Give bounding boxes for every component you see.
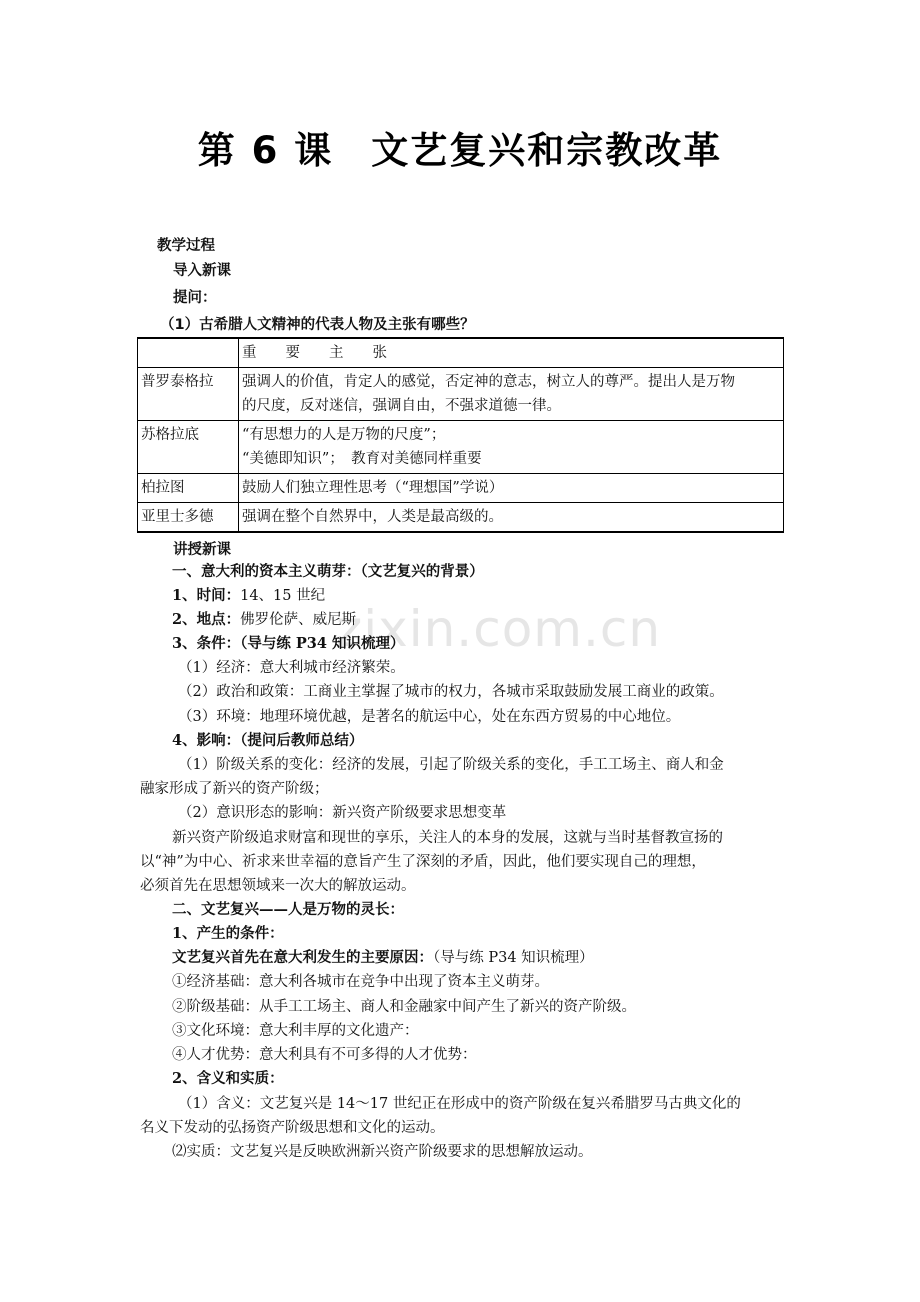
table-header-row	[138, 338, 784, 368]
philosopher-name: 普罗泰格拉	[138, 368, 239, 421]
place-value: 佛罗伦萨、威尼斯	[240, 612, 357, 628]
table-row	[138, 421, 784, 474]
philosopher-view	[239, 368, 784, 421]
time-label: 1、时间：	[172, 587, 241, 604]
reason-line	[172, 946, 594, 970]
section1-heading: 一、意大利的资本主义萌芽：（文艺复兴的背景）	[172, 563, 484, 580]
view-line: 强调人的价值，肯定人的感觉，否定神的意志，树立人的尊严。提出人是万物	[242, 374, 735, 390]
view-line: 强调在整个自然界中，人类是最高级的。	[242, 509, 503, 525]
impact-item-cont: 融家形成了新兴的资产阶级；	[140, 781, 329, 797]
page-title	[0, 120, 920, 174]
conditions-heading: 3、条件：（导与练 P34 知识梳理）	[172, 635, 405, 652]
reason-note: （导与练 P34 知识梳理）	[433, 950, 594, 966]
condition-item: （2）政治和政策：工商业主掌握了城市的权力，各城市采取鼓励发展工商业的政策。	[178, 684, 724, 700]
philosopher-name: 苏格拉底	[138, 421, 239, 474]
condition-item: （1）经济：意大利城市经济繁荣。	[178, 660, 405, 676]
table-row	[138, 368, 784, 421]
sub1-heading: 1、产生的条件：	[172, 925, 284, 942]
view-line: 的尺度，反对迷信，强调自由，不强求道德一律。	[242, 398, 561, 414]
paragraph-line: 新兴资产阶级追求财富和现世的享乐，关注人的本身的发展，这就与当时基督教宣扬的	[172, 830, 723, 846]
lesson-number: 第 6 课	[197, 129, 334, 172]
table-row	[138, 474, 784, 503]
meaning-line: （1）含义：文艺复兴是 14～17 世纪正在形成中的资产阶级在复兴希腊罗马古典文化的	[178, 1096, 741, 1112]
reason-item: ②阶级基础：从手工工场主、商人和金融家中间产生了新兴的资产阶级。	[172, 999, 636, 1015]
sub2-heading: 2、含义和实质：	[172, 1070, 284, 1087]
impact-item: （1）阶级关系的变化：经济的发展，引起了阶级关系的变化，手工工场主、商人和金	[178, 757, 724, 773]
essence-line: ⑵实质：文艺复兴是反映欧洲新兴资产阶级要求的思想解放运动。	[172, 1144, 593, 1160]
lesson-name: 文艺复兴和宗教改革	[371, 129, 723, 172]
paragraph-line: 以“神”为中心、祈求来世幸福的意旨产生了深刻的矛盾，因此，他们要实现自己的理想，	[140, 854, 706, 870]
time-value: 14、15 世纪	[240, 588, 326, 604]
philosopher-name: 柏拉图	[138, 474, 239, 503]
philosopher-name: 亚里士多德	[138, 503, 239, 533]
question-label: 提问：	[173, 290, 217, 306]
table-header-cell	[138, 338, 239, 368]
philosopher-view	[239, 474, 784, 503]
condition-item: （3）环境：地理环境优越，是著名的航运中心，处在东西方贸易的中心地位。	[178, 709, 681, 725]
intro-heading: 导入新课	[173, 263, 231, 279]
view-line: 鼓励人们独立理性思考（“理想国”学说）	[242, 480, 504, 496]
reason-item: ④人才优势：意大利具有不可多得的人才优势：	[172, 1047, 477, 1063]
process-heading: 教学过程	[157, 238, 215, 254]
reason-item: ③文化环境：意大利丰厚的文化遗产：	[172, 1023, 419, 1039]
view-line: “美德即知识”； 教育对美德同样重要	[242, 451, 482, 467]
table-row	[138, 503, 784, 533]
impact-item: （2）意识形态的影响：新兴资产阶级要求思想变革	[178, 805, 507, 821]
question-1: （1）古希腊人文精神的代表人物及主张有哪些？	[160, 317, 475, 333]
paragraph-line: 必须首先在思想领域来一次大的解放运动。	[140, 878, 416, 894]
meaning-line-cont: 名义下发动的弘扬资产阶级思想和文化的运动。	[140, 1120, 445, 1136]
reason-bold: 文艺复兴首先在意大利发生的主要原因：	[172, 949, 433, 966]
philosopher-view	[239, 421, 784, 474]
table-header-cell: 重 要 主 张	[239, 338, 784, 368]
reason-item: ①经济基础：意大利各城市在竞争中出现了资本主义萌芽。	[172, 974, 549, 990]
view-line: “有思想力的人是万物的尺度”；	[242, 427, 446, 443]
section2-heading: 二、文艺复兴——人是万物的灵长：	[172, 901, 404, 918]
time-line	[172, 584, 325, 608]
philosopher-view	[239, 503, 784, 533]
philosophers-table	[137, 337, 784, 533]
watermark: zixin.com.cn	[336, 600, 662, 658]
place-line	[172, 608, 356, 632]
impact-heading: 4、影响：（提问后教师总结）	[172, 732, 364, 749]
place-label: 2、地点：	[172, 611, 241, 628]
new-lesson-heading: 讲授新课	[173, 542, 231, 558]
